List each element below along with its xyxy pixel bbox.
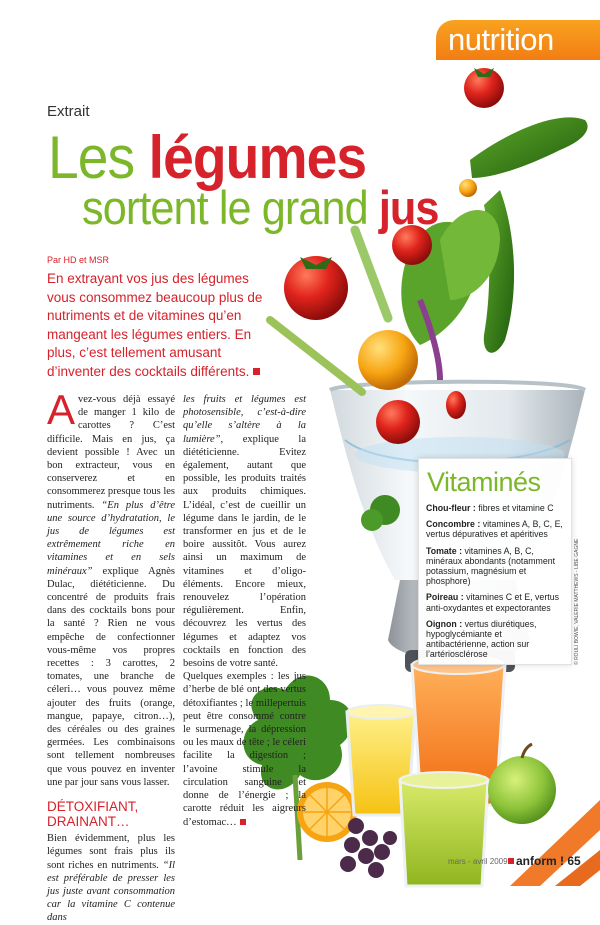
drop-cap: A [47, 386, 76, 433]
item-name: Concombre : [426, 519, 483, 530]
kicker: Extrait [47, 103, 90, 120]
list-item [426, 519, 565, 539]
list-item [426, 546, 565, 587]
item-text: vitamines A, B, C, minéraux abondants (notamment potassium, magnésium et phosphore) [426, 545, 556, 587]
body-column-2 [183, 393, 306, 829]
col2-paragraph-2: Quelques exemples : les jus d’herbe de blé ont des vertus détoxifiantes ; le millepertuis peut être consommé contre le surmenage, la dépression ou les maux de tête ; le céleri facilite la digestion ; l’avoine stimule la circulation sanguine et donne de l’énergie ; la carotte réduit les aigreurs d’estomac… [183, 671, 306, 828]
list-item [426, 503, 565, 513]
item-text: vitamines C et E, vertus anti-oxydantes et expectorantes [426, 592, 559, 613]
col1-paragraph-2: explique Agnès Dulac, diététicienne. Du concentré de produits frais dans des cocktails bons pour la santé ? Rien ne vous empêche de confectionner vous-même vos propres recettes : 3 carottes, 2 tomates, une branche de céleri… vous pouvez même ajouter des fruits (orange, mangue, papaye, citron…), des céréales ou des graines germées. Les combinaisons sont tellement nombreuses que vous pouvez en inventer une par jour sans vous lasser. [47, 565, 175, 788]
photo-credit [574, 538, 584, 665]
item-name: Poireau : [426, 592, 467, 603]
lead-paragraph [47, 270, 277, 381]
col1-quote: “En plus d’être une source d’hydratation, le jus de légumes est extrêmement riche en vitamines et en sels minéraux” [47, 499, 175, 577]
sidebar-list [426, 503, 565, 666]
col2-quote: les fruits et légumes est photosensible, c’est-à-dire qu’elle s’altère à la lumière” [183, 394, 306, 445]
list-item [426, 592, 565, 612]
lead-text: En extrayant vos jus des légumes vous consommez beaucoup plus de nutriments et de vitamines qu’en mangeant les légumes entiers. En plus, c’est tellement amusant d’inventer des cocktails différents. [47, 271, 263, 379]
item-text: vitamines A, B, C, E, vertus dépuratives et apéritives [426, 519, 563, 540]
footer-brand [508, 854, 581, 868]
byline: Par HD et MSR [47, 255, 110, 265]
issue-date: mars - avril 2009 [448, 857, 508, 866]
end-square-icon [240, 819, 246, 825]
item-name: Oignon : [426, 618, 465, 629]
title-line-2 [82, 181, 439, 234]
col1-paragraph-3: Bien évidemment, plus les légumes sont frais plus ils sont riches en nutriments. [47, 833, 175, 871]
col1-quote-2: “Il est préférable de presser les jus juste avant consommation car la vitamine C contenue dans [47, 859, 175, 924]
title-line1-green: Les [48, 124, 149, 191]
sidebar-title: Vitaminés [427, 467, 541, 497]
title-line1-red: légumes [148, 124, 367, 191]
brand-square-icon [508, 858, 514, 864]
end-square-icon [253, 368, 260, 375]
list-item [426, 619, 565, 660]
subhead: DÉTOXIFIANT, DRAINANT… [47, 799, 139, 830]
brand-name: anform ! [516, 854, 564, 868]
col1-paragraph-1: vez-vous déjà essayé de manger 1 kilo de carottes ? C’est difficile. Mais en jus, ça devient possible ! Avec un bon extracteur, vous en conserverez et en consommerez presque tous les nutriments. [47, 394, 176, 511]
title-line2-red: jus [378, 181, 439, 234]
item-text: fibres et vitamine C [478, 503, 554, 513]
title-line-1 [48, 124, 367, 191]
title-line2-green: sortent le grand [82, 181, 379, 234]
item-name: Tomate : [426, 545, 465, 556]
photo-credit-text: © ROULI BOWIE, VALERIE MATTHEWS - LIBE GAGNE [574, 538, 580, 665]
item-text: vertus diurétiques, hypoglycémiante et antibactérienne, action sur l’artériosclérose [426, 618, 537, 660]
col2-paragraph-1: , explique la diététicienne. Evitez également, autant que possible, les produits traités aux produits chimiques. L’idéal, c’est de cueillir un légume dans le jardin, de le transformer en jus et de le boire aussitôt. Vous aurez ainsi un maximum de vitamines et d’oligo-éléments. Encore mieux, renouvelez l’opération régulièrement. Enfin, découvrez les vertus des légumes et adaptez vos cocktails en fonction des besoins de votre santé. [183, 433, 306, 670]
section-tab [436, 20, 600, 60]
vitamins-sidebar [418, 458, 572, 665]
section-label: nutrition [448, 22, 554, 57]
item-name: Chou-fleur : [426, 503, 479, 513]
page-number: 65 [567, 854, 581, 868]
body-column-1 [47, 386, 176, 925]
